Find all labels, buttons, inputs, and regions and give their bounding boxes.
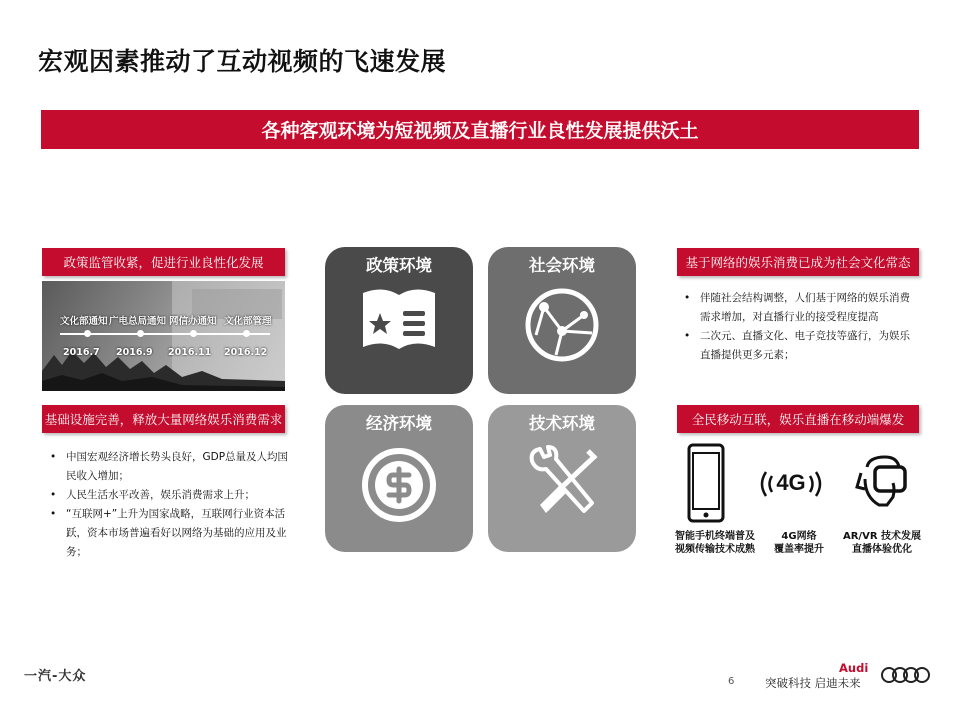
tile-society <box>488 247 636 394</box>
page-number: 6 <box>728 676 735 687</box>
timeline-event: 网信办通知 <box>169 316 217 327</box>
bullet-item: • 中国宏观经济增长势头良好，GDP总量及人均国民收入增加； <box>44 448 290 486</box>
tile-economy <box>325 405 473 552</box>
slide-title: 宏观因素推动了互动视频的飞速发展 <box>38 47 447 76</box>
globe-network-icon <box>522 285 602 365</box>
vw-faw-logo: 一汽-大众 <box>24 669 87 684</box>
4g-signal-icon <box>756 466 826 502</box>
economy-bullet-list <box>44 448 290 562</box>
bullet-item: • 伴随社会结构调整，人们基于网络的娱乐消费需求增加，对直播行业的接受程度提高 <box>678 289 916 327</box>
policy-book-icon <box>359 285 439 365</box>
bullet-item: • 二次元、直播文化、电子竞技等盛行，为娱乐直播提供更多元素； <box>678 327 916 365</box>
tech-label-text: 全民移动互联，娱乐直播在移动端爆发 <box>691 412 905 427</box>
caption-line: 覆盖率提升 <box>774 544 824 555</box>
policy-label-text: 政策监管收紧，促进行业良性化发展 <box>63 255 264 270</box>
bullet-item: • “互联网+”上升为国家战略，互联网行业资本活跃，资本市场普遍看好以网络为基础的应用及业务； <box>44 505 290 562</box>
slogan: 突破科技 启迪未来 <box>765 676 861 690</box>
caption-line: 4G网络 <box>781 531 817 542</box>
timeline-date: 2016.9 <box>116 347 153 358</box>
timeline-event: 广电总局通知 <box>109 316 167 327</box>
tools-icon <box>522 443 602 523</box>
banner <box>41 110 919 149</box>
timeline-dot <box>84 330 91 337</box>
tech-label <box>677 405 919 433</box>
society-bullet-list <box>678 289 916 365</box>
banner-text: 各种客观环境为短视频及直播行业良性发展提供沃土 <box>261 120 699 142</box>
tile-technology <box>488 405 636 552</box>
4g-label: 4G <box>776 470 806 495</box>
caption-line: 视频传输技术成熟 <box>675 544 755 555</box>
tile-title: 技术环境 <box>529 414 595 433</box>
vr-caption <box>836 530 928 556</box>
tile-policy <box>325 247 473 394</box>
policy-label <box>42 248 285 276</box>
policy-timeline-photo <box>42 281 285 391</box>
society-label <box>677 248 919 276</box>
audi-rings-logo <box>880 665 932 685</box>
dollar-coin-icon <box>359 443 439 523</box>
caption-line: AR/VR 技术发展 <box>842 531 921 542</box>
bullet-item: • 人民生活水平改善，娱乐消费需求上升； <box>44 486 290 505</box>
audi-brand-text: Audi <box>839 661 869 675</box>
timeline-date: 2016.7 <box>63 347 100 358</box>
timeline-dot <box>137 330 144 337</box>
tile-title: 经济环境 <box>366 414 432 433</box>
caption-line: 智能手机终端普及 <box>675 531 755 542</box>
economy-label-text: 基础设施完善，释放大量网络娱乐消费需求 <box>44 412 283 427</box>
timeline-dot <box>243 330 250 337</box>
timeline-event: 文化部管理 <box>224 316 272 327</box>
timeline-event: 文化部通知 <box>60 316 108 327</box>
caption-line: 直播体验优化 <box>852 544 912 555</box>
economy-label <box>42 405 285 433</box>
smartphone-icon <box>686 443 726 523</box>
vr-headset-icon <box>853 453 907 513</box>
tile-title: 社会环境 <box>529 256 595 275</box>
timeline-date: 2016.11 <box>168 347 212 358</box>
timeline-date: 2016.12 <box>224 347 268 358</box>
tile-title: 政策环境 <box>366 256 432 275</box>
timeline-dot <box>190 330 197 337</box>
4g-caption <box>765 530 833 556</box>
society-label-text: 基于网络的娱乐消费已成为社会文化常态 <box>685 255 911 270</box>
smartphone-caption <box>669 530 761 556</box>
timeline-line <box>60 333 270 335</box>
